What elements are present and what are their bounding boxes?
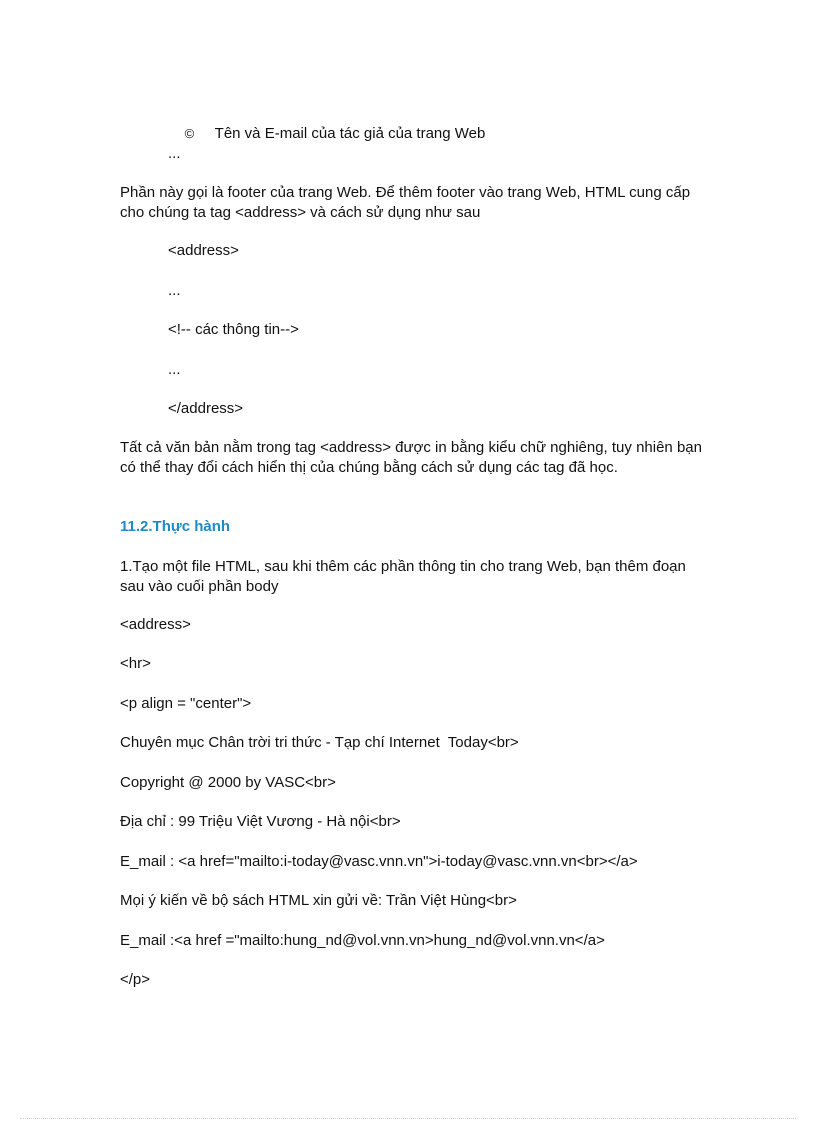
- bullet-line: [168, 104, 485, 164]
- code-line: Mọi ý kiến về bộ sách HTML xin gửi về: Trần Việt Hùng<br>: [120, 892, 517, 909]
- code-line: <p align = "center">: [120, 695, 252, 712]
- code-line: <hr>: [120, 655, 151, 672]
- copyright-icon: ©: [184, 126, 195, 141]
- paragraph-exercise: 1.Tạo một file HTML, sau khi thêm các phần thông tin cho trang Web, bạn thêm đoạn sau vào cuối phần body: [120, 558, 686, 595]
- code-address-close: </address>: [168, 400, 244, 417]
- code-line: E_mail :<a href ="mailto:hung_nd@vol.vnn.vn>hung_nd@vol.vnn.vn</a>: [120, 932, 605, 949]
- code-line: <address>: [120, 616, 191, 633]
- page-bottom-divider: [20, 1118, 796, 1119]
- code-line: Chuyên mục Chân trời tri thức - Tạp chí Internet Today<br>: [120, 734, 519, 751]
- code-comment: <!-- các thông tin-->: [168, 321, 299, 338]
- code-line: E_mail : <a href="mailto:i-today@vasc.vnn.vn">i-today@vasc.vnn.vn<br></a>: [120, 853, 638, 870]
- code-line: </p>: [120, 971, 151, 988]
- code-line: Địa chỉ : 99 Triệu Việt Vương - Hà nội<br>: [120, 813, 401, 830]
- ellipsis-line: ...: [168, 145, 181, 162]
- bullet-text: Tên và E-mail của tác giả của trang Web: [214, 125, 486, 142]
- paragraph-address-style: Tất cả văn bản nằm trong tag <address> được in bằng kiểu chữ nghiêng, tuy nhiên bạn có thể thay đổi cách hiển thị của chúng bằng cách sử dụng các tag đã học.: [120, 439, 702, 476]
- ellipsis-line: ...: [168, 361, 181, 378]
- section-heading: 11.2.Thực hành: [120, 518, 231, 535]
- code-line: Copyright @ 2000 by VASC<br>: [120, 774, 336, 791]
- paragraph-footer-intro: Phần này gọi là footer của trang Web. Để thêm footer vào trang Web, HTML cung cấp cho chúng ta tag <address> và cách sử dụng như sau: [120, 184, 691, 221]
- code-address-open: <address>: [168, 242, 239, 259]
- ellipsis-line: ...: [168, 282, 181, 299]
